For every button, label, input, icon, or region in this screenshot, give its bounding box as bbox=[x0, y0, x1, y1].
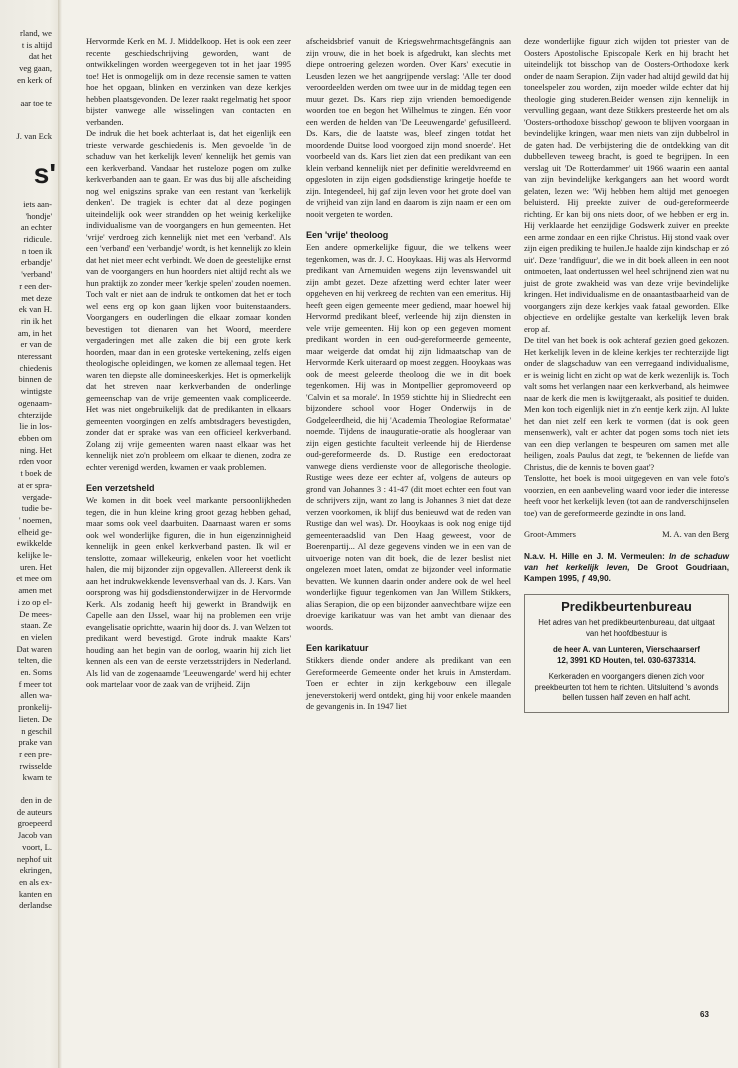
paragraph: We komen in dit boek veel markante persoonlijkheden tegen, die in hun kleine kring groot gezag hebben gehad, maar soms ook veel daarbuiten. Daarnaast waren er soms ook wel wonderlijke figuren, die in hun eigenzinnigheid kennelijk in geen enkel kerkverband pasten. Ik wil er tenslotte, zomaar willekeurig, enkelen voor het voetlicht halen, die mij bijzonder zijn opgevallen. Allereerst denk ik aan het indrukwekkende levensverhaal van ds. J. Kars. Van oorsprong was hij godsdienstonderwijzer in de Hervormde Kerk. Als zodanig heeft hij gewerkt in Brandwijk en Capelle aan den IJssel, waar hij na problemen een vrije evangelisatie oprichtte, waarin hij door ds. J. van Welzen tot predikant werd bevestigd. Grote indruk maakte Kars' houding aan het begin van de oorlog, waarin hij zich liet kennen als een van de eerste verzetsstrijders in Nederland. Als lid van de zogenaamde 'Leeuwengarde' werd hij echter ook martelaar voor de zaak van de vrijheid. Zijn bbox=[86, 495, 291, 689]
text-fragment: kelijke le- bbox=[17, 550, 52, 561]
text-fragment: ekringen, bbox=[19, 865, 52, 876]
line-gap bbox=[0, 120, 56, 131]
text-fragment: ebben om bbox=[18, 432, 52, 443]
text-fragment: derlandse bbox=[19, 900, 52, 911]
text-fragment: groepeerd bbox=[17, 818, 52, 829]
text-fragment: wintigste bbox=[20, 386, 52, 397]
text-fragment: f meer tot bbox=[18, 678, 52, 689]
text-fragment: pronkelij- bbox=[18, 702, 52, 713]
text-fragment: staan. Ze bbox=[20, 620, 52, 631]
paragraph: De indruk die het boek achterlaat is, dat het eigenlijk een trieste verwarde geschiedenis is. Men gevoelde 'in de schaduw van het kerkelijk leven' kennelijk het gemis van een kerkverband. Vandaar het rusteloze pogen om zulke kerkverbanden aan te gaan. Er was dus bij alle afscheiding nog wel enigszins sprake van een restant van 'kerkelijk denken'. De tragiek is echter dat al deze pogingen uiteindelijk ook weer strandden op het weinig kerkelijke individualisme van de voorgangers en hun gemeenten. Het 'vrije' verdroeg zich kennelijk niet met een 'verband'. Als een 'verband' een 'verbandje' wordt, is het kennelijk zo klein dat het niet meer echt verbindt. We doen de geestelijke ernst van de voorgangers en hun hoorders niet altijd recht als we hun praktijk zo zonder meer 'kerkje spelen' zouden noemen. Toch valt er niet aan de indruk te ontkomen dat het er toch wel eens erg op kon gaan lijken voor buitenstaanders. Voorgangers en ouderlingen die elkaar zomaar konden bevestigen tot dienaren van het Woord, meerdere vergaderingen met alle zaken die bij een grote kerk hoorden, maar dan in een groteske vertekening, zelfs eigen theologische opleidingen, we komen ze allemaal tegen. Het waren ten diepste alle domineeskerkjes. Het is opmerkelijk dat het streven naar kerkverbanden de onderlinge gemeenschap van de vrije gemeenten vaak compliceerde. Het was niet ongebruikelijk dat de predikanten in elkaars gemeenten voorgingen en zelfs ambtsdragers bevestigden, zonder dat er sprake was van een officieel kerkverband. Zolang zij vrije gemeenten waren naast elkaar was het kennelijk niet zo'n probleem om elkaar te dienen, zodra ze echter verenigd werden, kwamen er vaak problemen. bbox=[86, 128, 291, 472]
text-fragment: an echter bbox=[20, 222, 52, 233]
text-fragment: er van de bbox=[20, 339, 52, 350]
section-heading: Een 'vrije' theoloog bbox=[306, 230, 389, 240]
line-gap bbox=[0, 109, 56, 120]
text-fragment: en vielen bbox=[20, 631, 52, 642]
notice-address bbox=[533, 645, 720, 666]
line-gap bbox=[0, 784, 56, 795]
paragraph: De titel van het boek is ook achteraf gezien goed gekozen. Het kerkelijk leven in de kleine kerkjes ter rechterzijde ligt onder de slagschaduw van een verregaand individualisme, er is weinig licht en zicht op wat de kerk wezenlijk is. Toch valt soms het verlangen naar een kerkverband, als heimwee naar de kerk die men is kwijtgeraakt, als positief te duiden. Men kon toch eigenlijk niet in z'n eentje kerk zijn. Al lukte het dan niet zelf een kerk te vormen (dat is ook geen mensenwerk), valt er achter dat pogen soms toch niet iets van een diep verlangen te bespeuren om samen met alle heiligen, zoals Paulus dat zegt, te 'bekennen de liefde van Christus, die de kennis te boven gaat'? bbox=[524, 335, 729, 472]
book-publisher: De Groot Goudriaan, Kampen 1995, ƒ 49,90. bbox=[524, 562, 729, 583]
text-fragment: ridicule. bbox=[23, 234, 52, 245]
text-fragment: kwam te bbox=[22, 772, 52, 783]
line-gap bbox=[0, 87, 56, 98]
text-fragment: r een der- bbox=[19, 280, 52, 291]
text-fragment: kanten en bbox=[18, 888, 52, 899]
text-fragment: vergade- bbox=[22, 491, 52, 502]
page-number: 63 bbox=[700, 1010, 709, 1019]
notice-intro: Het adres van het predikbeurtenbureau, dat uitgaat van het hoofdbestuur is bbox=[538, 618, 715, 638]
text-fragment: lieten. De bbox=[18, 713, 52, 724]
text-fragment: rden voor bbox=[18, 456, 52, 467]
text-fragment: de auteurs bbox=[16, 806, 52, 817]
text-fragment: ek van H. bbox=[18, 304, 52, 315]
signature-place: Groot-Ammers bbox=[524, 529, 576, 539]
text-fragment: dat het bbox=[28, 51, 52, 62]
facing-page-top-lines bbox=[0, 28, 56, 143]
text-fragment: Dat waren bbox=[16, 643, 52, 654]
text-fragment: ogenaam- bbox=[18, 397, 52, 408]
text-fragment: allen wa- bbox=[20, 690, 52, 701]
text-fragment: n toen ik bbox=[21, 245, 52, 256]
page-fold bbox=[58, 0, 62, 1068]
notice-address-line-1: de heer A. van Lunteren, Vierschaarserf bbox=[553, 645, 700, 654]
article-column-3 bbox=[524, 36, 729, 713]
text-fragment: met deze bbox=[21, 292, 52, 303]
paragraph: afscheidsbrief vanuit de Kriegswehrmachtsgefängnis aan zijn vrouw, die in het boek is afgedrukt, kan slechts met diepe ontroering gelezen worden. Over Kars' executie in Leusden lezen we het aangrijpende verslag: 'Alle ter dood veroordeelden werden om twee uur in de middag tegen een muur gezet. Ds. Kars riep zijn vrienden bemoedigende woorden toe en begon het Wilhelmus te zingen. Eén voor een werden de helden van 'De Leeuwengarde' gefusilleerd. Ds. Kars, die de laatste was, bleef zingen totdat het moordende Duitse lood voorgoed zijn mond snoerde'. Het voorbeeld van ds. Kars liet zien dat een predikant van een klein verband kennelijk niet per definitie wereldvreemd en opgesloten in zijn eigen godsdienstige kringetje hoefde te zijn. Integendeel, hij gaf zijn leven voor het grote doel van de vrijheid van zijn land en daarom is zijn naam er een om nooit vergeten te worden. bbox=[306, 36, 511, 219]
book-authors: N.a.v. H. Hille en J. M. Vermeulen: bbox=[524, 551, 665, 561]
text-fragment: iets aan- bbox=[23, 198, 52, 209]
text-fragment: en als ex- bbox=[19, 877, 52, 887]
notice-title: Predikbeurtenbureau bbox=[561, 598, 692, 614]
signature-name: M. A. van den Berg bbox=[662, 529, 729, 539]
section-heading: Een karikatuur bbox=[306, 643, 369, 653]
paragraph: Een andere opmerkelijke figuur, die we telkens weer tegenkomen, was dr. J. C. Hooykaas. Hij was als Hervormd predikant van Arnemuiden wegens zijn levenswandel uit zijn ambt gezet. Deze afzetting werd echter later weer opgeheven en hij verkreeg de rechten van een emeritus. Hij heeft geen eigen gemeente meer gediend, maar hoewel hij Hervormd predikant bleef, verleende hij zijn diensten in vele vrije gemeenten. Hij kon op een gegeven moment predikant worden in een oud-gereformeerde gemeente, maar weigerde dat omdat hij zijn lidmaatschap van de Hervormde Kerk uiteraard op moest zeggen. Hooykaas was ook de meest geleerde theoloog die we in dit boek tegenkomen. Hij was in Montpellier gepromoveerd op 'Calvin et sa morale'. In 1959 stichtte hij in Sliedrecht een bijzondere school voor Hoger Onderwijs in de Godgeleerdheid, die hij 'Academia Theologiae Reformatae' noemde. Tijdens de inauguratie-oratie als hoogleraar van zijn eigen gestichte faculteit verleende hij de Hierdense oud-gereformeerde ds. D. Rustige een eredoctoraat vanwege diens verdienste voor de allegorische theologie. Rustige wees deze eer echter af, volgens de auteurs op grond van Johannes 3 : 41-47 (dit moet echter een fout van de schrijvers zijn, want zo lang is Johannes 3 niet dat deze verzen voorkomen, ik blijf dus benieuwd wat de reden van Rustige dan wel was). Dr. Hooykaas is ook nog enige tijd gemeenteraadslid van Den Haag geweest, voor de Boerenpartij... Al deze gegevens vinden we in een van de uitvoerige noten van dit boek, die de lezer beslist niet ongelezen moet laten, omdat ze bijzonder veel informatie bevatten. We kunnen daarin onder andere ook de wel heel wonderlijke figuur tegenkomen van Jan Willem Stikkers, alias Serapion, die op een bijzonder aanvechtbare wijze een droevige karikatuur was van het ambt van dienaar des woords. bbox=[306, 242, 511, 632]
paragraph: deze wonderlijke figuur zich wijden tot priester van de Oosters Apostolische Episcopale Kerk en hij bracht het uiteindelijk tot bisschop van de Oosters-Orthodoxe kerk onder de naam Serapion. Zijn vader had altijd gewild dat hij toneelspeler zou worden, zijn moeder wilde echter dat hij theologie ging studeren.Beider wensen zijn kennelijk in vervulling gegaan, want deze Stikkers presteerde het om als 'Oosters-orthodoxe bisschop' gewoon te blijven voorgaan in bevindelijke kringen, waar men niets van zijn dubbelrol in de gaten had. De verbijstering die de ontdekking van dit dubbelleven teweeg bracht, is goed te begrijpen. In een verslag uit 'De Rotterdammer' uit 1966 waarin een aantal van zijn bevindelijke kerkgangers aan het woord wordt gelaten, lezen we: 'Wij hebben hem altijd met genoegen beluisterd. Hij preekte zuiver de oud-gereformeerde richting. Er kan bij ons niets door, of we hebben er erg in. Hij verklaarde het eenzijdige Godswerk zuiver en preekte een arme zondaar en een rijke Christus. Hij stond vaak over zijn eigen prediking te huilen.Je haalde zijn kindschap er zó uit'. Deze 'randfiguur', die we in dit boek alleen in een noot ontmoeten, laat ondertussen wel heel schrijnend zien wat nu juist de grote zwakheid was van deze vrije bevindelijke kringen. Het individualisme en de onaantastbaarheid van de voorgangers zijn deze kerkjes vaak fataal geworden. Elke objectieve en ordelijke gestalte van kerkelijk leven brak erop af. bbox=[524, 36, 729, 334]
text-fragment: amen met bbox=[18, 585, 52, 596]
book-credit bbox=[524, 551, 729, 584]
text-fragment: r een pre- bbox=[19, 748, 52, 759]
text-fragment: nephof uit bbox=[16, 853, 52, 864]
text-fragment: t boek de bbox=[20, 468, 52, 479]
text-fragment: tudie be- bbox=[21, 503, 52, 514]
text-fragment: veg gaan, bbox=[19, 63, 52, 74]
text-fragment: J. van Eck bbox=[16, 131, 52, 142]
text-fragment: De mees- bbox=[19, 608, 52, 619]
book-title: In de schaduw van het kerkelijk leven, bbox=[524, 551, 729, 572]
text-fragment: telten, die bbox=[18, 655, 52, 666]
text-fragment: at er spra- bbox=[17, 479, 52, 490]
paragraph: Tenslotte, het boek is mooi uitgegeven en van vele foto's voorzien, en een aanbeveling waard voor ieder die interesse heeft voor het kerkelijk leven (tot aan de randverschijnselen toe) van de gereformeerde gezindte in ons land. bbox=[524, 473, 729, 518]
facing-page-fragment bbox=[0, 28, 56, 1038]
text-fragment: rwisselde bbox=[19, 760, 52, 771]
text-fragment: lie in los- bbox=[19, 421, 52, 432]
text-fragment: ewikkelde bbox=[16, 538, 52, 549]
text-fragment: binnen de bbox=[18, 374, 52, 385]
paragraph: Stikkers diende onder andere als predikant van een Gereformeerde Gemeente onder het kruis in Amsterdam. Toen er echter in zijn kerkgebouw een illegale jeneverstokerij werd ontdekt, ging hij voor enkele maanden de gevangenis in. In 1947 liet bbox=[306, 655, 511, 711]
text-fragment: n geschil bbox=[21, 725, 52, 736]
text-fragment: ning. Het bbox=[20, 444, 52, 455]
facing-page-heading-fragment: s' bbox=[33, 157, 56, 189]
text-fragment: ' noemen, bbox=[18, 514, 52, 525]
section-heading: Een verzetsheld bbox=[86, 483, 155, 493]
text-fragment: i zo op el- bbox=[17, 596, 52, 607]
text-fragment: elheid ge- bbox=[17, 526, 52, 537]
text-fragment: aar toe te bbox=[20, 97, 52, 108]
text-fragment: nteressant bbox=[17, 351, 52, 362]
text-fragment: den in de bbox=[20, 795, 52, 806]
notice-outro: Kerkeraden en voorgangers dienen zich voor preekbeurten tot hem te richten. Uitsluitend 's avonds bellen tussen half zeven en half acht. bbox=[534, 672, 719, 702]
text-fragment: chiedenis bbox=[19, 362, 52, 373]
text-fragment: en kerk of bbox=[17, 74, 52, 85]
text-fragment: uren. Het bbox=[20, 561, 52, 572]
text-fragment: erbandje' bbox=[20, 257, 52, 268]
text-fragment: t is altijd bbox=[21, 39, 52, 50]
text-fragment: en. Soms bbox=[20, 667, 52, 678]
text-fragment: rin ik het bbox=[20, 315, 52, 326]
notice-box bbox=[524, 594, 729, 713]
text-fragment: prake van bbox=[18, 737, 52, 748]
article-column-1 bbox=[86, 36, 291, 691]
text-fragment: voort, L. bbox=[22, 841, 52, 852]
text-fragment: chterzijde bbox=[18, 409, 52, 420]
paragraph: Hervormde Kerk en M. J. Middelkoop. Het is ook een zeer recente geschiedschrijving geworden, want de ontwikkelingen worden weergegeven tot in het jaar 1995 toe! Het is onmogelijk om in deze recensie samen te vatten hoe het opgaan, blinken en verzinken van deze kerkjes hebben plaatsgevonden. De lezer raakt regelmatig het spoor bijster vanwege alle wisselingen van contacten en verbanden. bbox=[86, 36, 291, 127]
facing-page-lines bbox=[0, 199, 56, 912]
article-column-2 bbox=[306, 36, 511, 713]
text-fragment: Jacob van bbox=[17, 830, 52, 841]
text-fragment: rland, we bbox=[20, 28, 52, 38]
text-fragment: am, in het bbox=[17, 327, 52, 338]
text-fragment: et mee om bbox=[16, 573, 52, 584]
text-fragment: 'hondje' bbox=[25, 210, 52, 221]
notice-address-line-2: 12, 3991 KD Houten, tel. 030-6373314. bbox=[557, 655, 696, 665]
signature bbox=[524, 529, 729, 541]
text-fragment: 'verband' bbox=[21, 269, 52, 280]
